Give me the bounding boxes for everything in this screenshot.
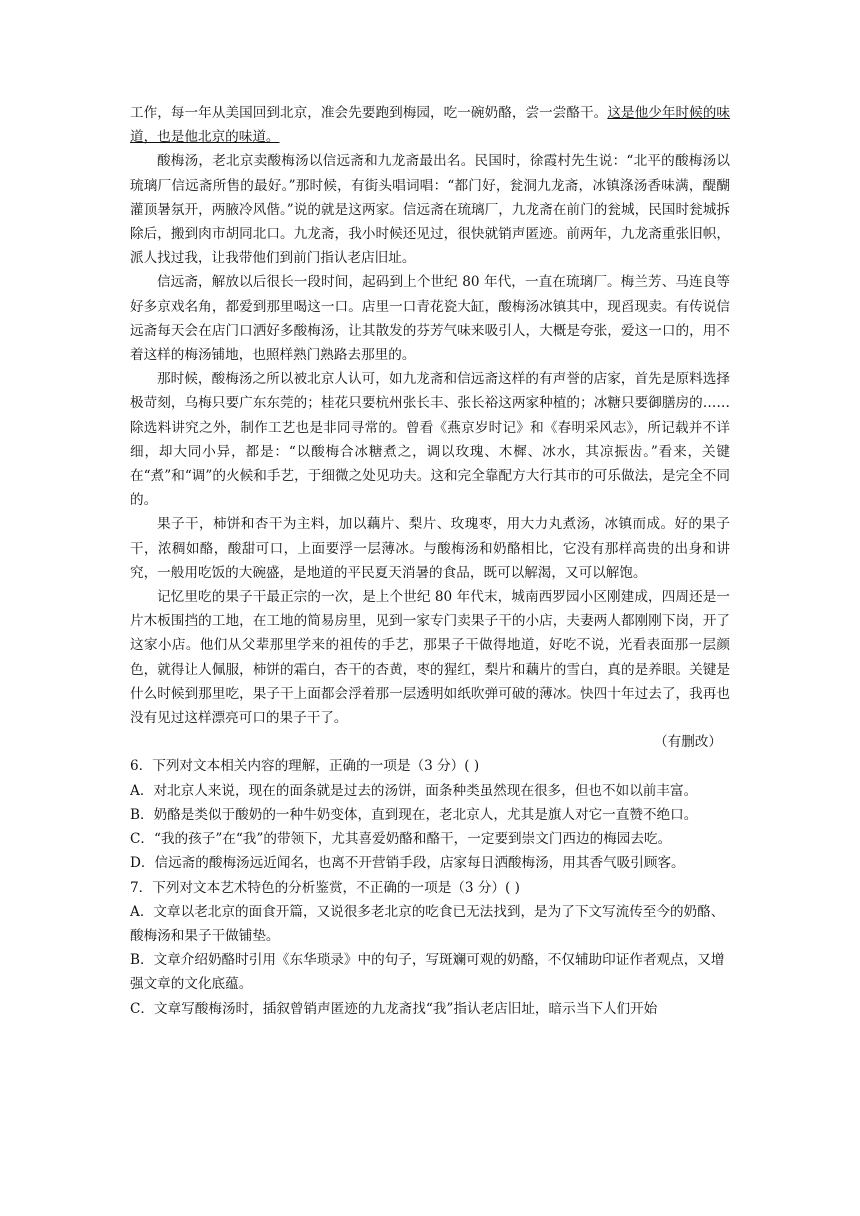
passage-text: 工作，每一年从美国回到北京，准会先要跑到梅园，吃一碗奶酪，尝一尝酪干。 [130, 105, 608, 121]
option-b: B．文章介绍奶酪时引用《东华琐录》中的句子，写斑斓可观的奶酪，不仅辅助印证作者观点，又增强文章的文化底蕴。 [130, 952, 725, 993]
passage-paragraph: 记忆里吃的果子干最正宗的一次，是上个世纪 80 年代末，城南西罗园小区刚建成，四周还是一片木板围挡的工地，在工地的简易房里，见到一家专门卖果子干的小店，夫妻两人都刚刚下岗，开了这家小店。他们从父辈那里学来的祖传的手艺，那果子干做得地道，好吃不说，光看表面那一层颜色，就得让人佩服，柿饼的霜白，杏干的杏黄，枣的猩红，梨片和藕片的雪白，真的是养眼。关键是什么时候到那里吃，果子干上面都会浮着那一层透明如纸吹弹可破的薄冰。快四十年过去了，我再也没有见过这样漂亮可口的果子干了。 [130, 589, 730, 727]
passage-paragraph: 酸梅汤，老北京卖酸梅汤以信远斋和九龙斋最出名。民国时，徐霞村先生说：“北平的酸梅汤以琉璃厂信远斋所售的最好。”那时候，有街头唱词唱：“都门好，瓮洞九龙斋，冰镇涤汤香味满，醍醐灌顶暑氛开，两腋冷风偕。”说的就是这两家。信远斋在琉璃厂，九龙斋在前门的瓮城，民国时瓮城拆除后，搬到肉市胡同北口。九龙斋，我小时候还见过，很快就销声匿迹。前两年，九龙斋重张旧帜，派人找过我，让我带他们到前门指认老店旧址。 [130, 153, 730, 267]
question-7 [130, 876, 730, 1021]
option-a: A．对北京人来说，现在的面条就是过去的汤饼，面条种类虽然现在很多，但也不如以前丰富。 [130, 782, 698, 799]
option-b: B．奶酪是类似于酸奶的一种牛奶变体，直到现在，老北京人，尤其是旗人对它一直赞不绝口。 [130, 806, 698, 823]
passage-paragraph: 信远斋，解放以后很长一段时间，起码到上个世纪 80 年代，一直在琉璃厂。梅兰芳、马连良等好多京戏名角，都爱到那里喝这一口。店里一口青花瓷大缸，酸梅汤冰镇其中，现舀现卖。有传说信远斋每天会在店门口洒好多酸梅汤，让其散发的芬芳气味来吸引人，大概是夸张，爱这一口的，用不着这样的梅汤铺地，也照样熟门熟路去那里的。 [130, 274, 730, 364]
source-note: （有删改） [654, 734, 722, 751]
underlined-sentence: 这是他少年时候的味道，也是他北京的味道。 [130, 105, 731, 146]
passage-paragraph: 那时候，酸梅汤之所以被北京人认可，如九龙斋和信远斋这样的有声誉的店家，首先是原料选择极苛刻，乌梅只要广东东莞的；桂花只要杭州张长丰、张长裕这两家种植的；冰糖只要御膳房的……除选料讲究之外，制作工艺也是非同寻常的。曾看《燕京岁时记》和《春明采风志》，所记载并不详细，却大同小异，都是：“以酸梅合冰糖煮之，调以玫瑰、木樨、冰水，其凉振齿。”看来，关键在“煮”和“调”的火候和手艺，于细微之处见功夫。这和完全靠配方大行其市的可乐做法，是完全不同的。 [130, 371, 730, 509]
passage-paragraph [130, 101, 730, 149]
option-d: D．信远斋的酸梅汤远近闻名，也离不开营销手段，店家每日洒酸梅汤，用其香气吸引顾客。 [130, 855, 685, 872]
passage-paragraph: 果子干，柿饼和杏干为主料，加以藕片、梨片、玫瑰枣，用大力丸煮汤，冰镇而成。好的果子干，浓稠如酪，酸甜可口，上面要浮一层薄冰。与酸梅汤和奶酪相比，它没有那样高贵的出身和讲究，一般用吃饭的大碗盛，是地道的平民夏天消暑的食品，既可以解渴，又可以解饱。 [130, 516, 730, 581]
option-c: C．“我的孩子”在“我”的带领下，尤其喜爱奶酪和酪干，一定要到崇文门西边的梅园去吃。 [130, 831, 672, 848]
option-a: A．文章以老北京的面食开篇，又说很多老北京的吃食已无法找到，是为了下文写流传至今的奶酪、酸梅汤和果子干做铺垫。 [130, 903, 725, 944]
question-stem: 6．下列对文本相关内容的理解，正确的一项是（3 分）( ) [130, 758, 480, 775]
question-stem: 7．下列对文本艺术特色的分析鉴赏，不正确的一项是（3 分）( ) [130, 879, 520, 896]
option-c: C．文章写酸梅汤时，插叙曾销声匿迹的九龙斋找“我”指认老店旧址，暗示当下人们开始 [130, 1000, 658, 1017]
question-6 [130, 754, 730, 875]
document-body [130, 101, 730, 1021]
